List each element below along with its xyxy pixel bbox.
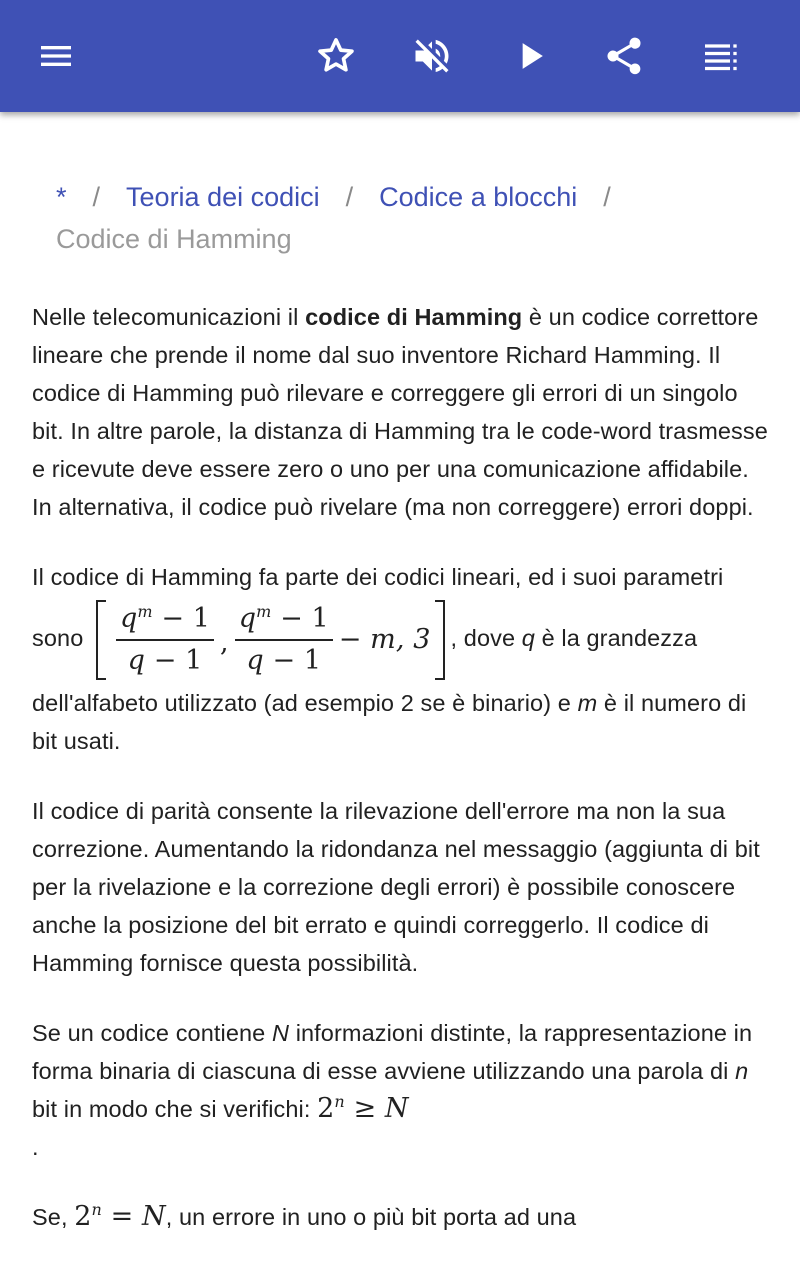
text: è un codice correttore lineare che prende il nome dal suo inventore Richard Hamming. Il codice di Hamming può rilevare e correggere gli errori di un singolo bit. In altre parole, la distanza di Hamming tra le code-word trasmesse e ricevute deve essere zero o uno per una comunicazione affidabile. In alternativa, il codice può rivelare (ma non correggere) errori doppi.: [32, 304, 768, 520]
base: 2: [74, 1201, 92, 1232]
text: Se,: [32, 1204, 75, 1230]
parameters-formula: [96, 600, 445, 680]
text: Il codice di Hamming fa parte dei codici lineari, ed i suoi parametri sono: [32, 564, 724, 652]
op: ≥: [344, 1093, 385, 1124]
exp: m: [256, 602, 272, 621]
text: informazioni distinte, la rappresentazione in forma binaria di ciascuna di esse avviene utilizzando una parola di: [32, 1020, 753, 1084]
breadcrumb-root-link[interactable]: *: [56, 182, 67, 212]
text: , dove: [450, 625, 522, 652]
favorite-button[interactable]: [308, 28, 364, 84]
op: =: [101, 1201, 142, 1232]
paragraph-parity: Il codice di parità consente la rilevazione dell'errore ma non la sua correzione. Aumentando la ridondanza nel messaggio (aggiunta di bit per la rivelazione e la correzione degli errori) è possibile conoscere anche la posizione del bit errato e quindi correggerlo. Il codice di Hamming fornisce questa possibilità.: [32, 798, 760, 976]
breadcrumb-separator: /: [603, 182, 611, 212]
playlist-button[interactable]: [692, 28, 748, 84]
right-bracket: [435, 600, 445, 680]
text: − 1: [145, 645, 203, 676]
exp: n: [91, 1200, 102, 1219]
var-n: n: [735, 1058, 749, 1084]
breadcrumb: [32, 176, 768, 260]
var: q: [127, 645, 146, 676]
exp: n: [334, 1092, 345, 1111]
var-m: m: [577, 690, 598, 716]
rhs: N: [384, 1093, 409, 1124]
mute-button[interactable]: [404, 28, 460, 84]
comma: ,: [220, 627, 229, 658]
var: q: [238, 603, 257, 634]
left-bracket: [96, 600, 106, 680]
exp: m: [137, 602, 153, 621]
paragraph-equality: [32, 1198, 768, 1236]
text: , un errore in uno o più bit porta ad una: [165, 1204, 577, 1230]
text: − 1: [152, 603, 211, 634]
paragraph-binary-representation: [32, 1014, 768, 1166]
breadcrumb-current: Codice di Hamming: [56, 224, 292, 254]
equality-formula: [74, 1201, 166, 1232]
share-icon: [602, 34, 646, 78]
rhs: N: [141, 1201, 166, 1232]
text: Se un codice contiene: [32, 1020, 272, 1046]
inequality-formula: [317, 1093, 409, 1124]
menu-icon: [36, 36, 76, 76]
play-button[interactable]: [502, 28, 558, 84]
share-button[interactable]: [596, 28, 652, 84]
text: bit in modo che si verifichi:: [32, 1096, 318, 1122]
fraction: [235, 603, 333, 677]
breadcrumb-separator: /: [92, 182, 101, 212]
paragraph-intro: [32, 298, 768, 526]
app-bar: [0, 0, 800, 112]
paragraph-parameters: [32, 558, 768, 760]
var: q: [246, 645, 264, 676]
text: è la grandezza dell'alfabeto utilizzato (ad esempio 2 se è binario) e: [32, 625, 698, 716]
var-q: q: [521, 625, 535, 652]
playlist-icon: [700, 36, 740, 76]
menu-button[interactable]: [28, 28, 84, 84]
var-N: N: [271, 1020, 290, 1046]
text: .: [32, 1134, 39, 1160]
text: − 1: [263, 645, 322, 676]
star-outline-icon: [314, 34, 358, 78]
play-icon: [508, 34, 552, 78]
fraction: [116, 603, 214, 677]
breadcrumb-separator: /: [345, 182, 354, 212]
article-content: [32, 176, 768, 1236]
breadcrumb-link-codice-a-blocchi[interactable]: Codice a blocchi: [379, 182, 578, 212]
base: 2: [317, 1093, 335, 1124]
var: q: [120, 603, 138, 634]
text: Nelle telecomunicazioni il: [32, 304, 306, 330]
breadcrumb-link-teoria-dei-codici[interactable]: Teoria dei codici: [126, 182, 320, 212]
text: è il numero di bit usati.: [32, 690, 747, 754]
text: − 1: [271, 603, 329, 634]
volume-off-icon: [410, 34, 454, 78]
formula-tail: − m, 3: [338, 624, 431, 655]
term-codice-di-hamming: codice di Hamming: [305, 304, 523, 330]
